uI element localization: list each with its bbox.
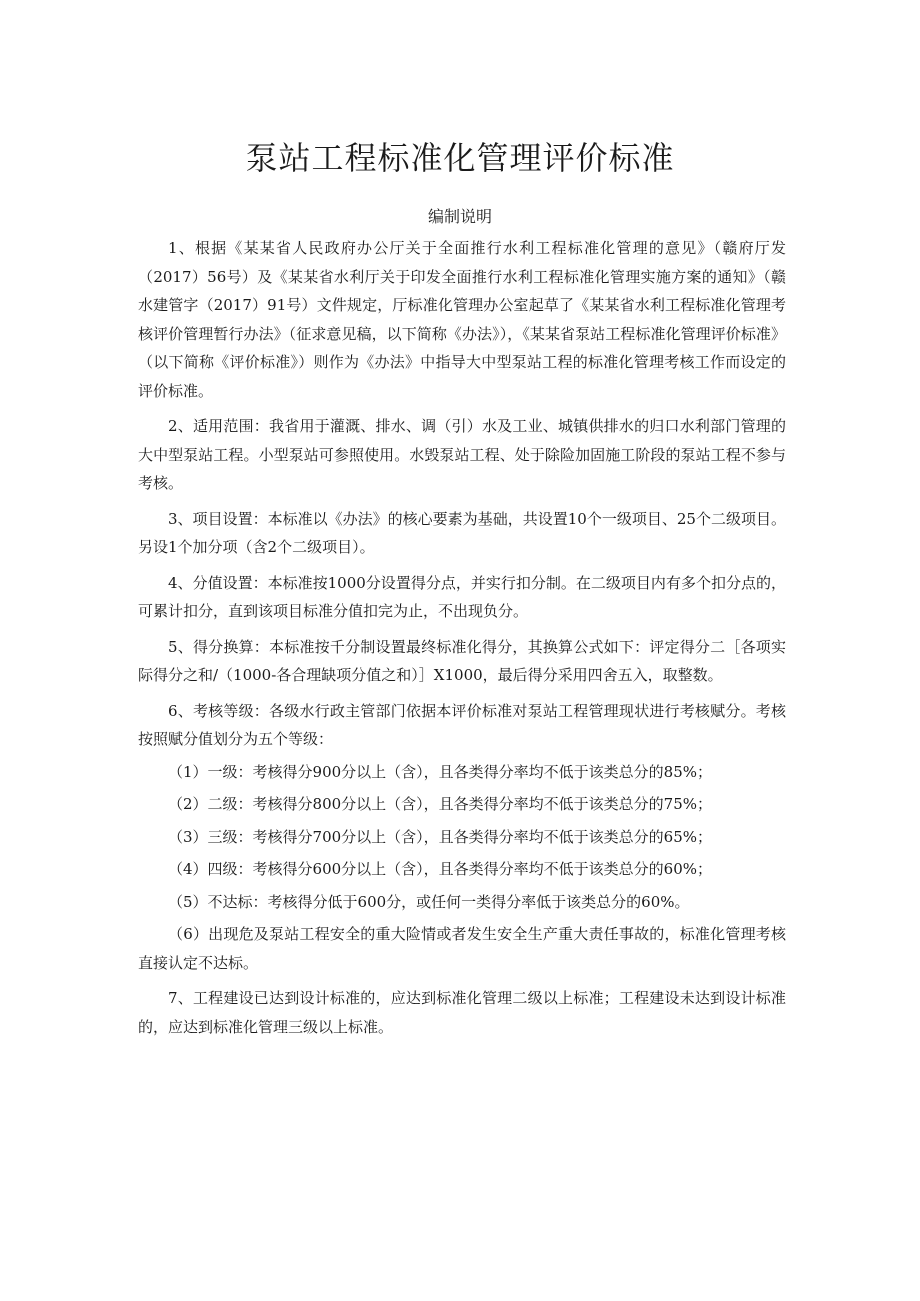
paragraph-items: 3、项目设置：本标准以《办法》的核心要素为基础，共设置10个一级项目、25个二级项目。另设1个加分项（含2个二级项目）。 <box>138 509 786 556</box>
grade-item-2: （2）二级：考核得分800分以上（含），且各类得分率均不低于该类总分的75%； <box>168 795 713 813</box>
paragraph-basis: 1、根据《某某省人民政府办公厅关于全面推行水利工程标准化管理的意见》（赣府厅发（2017）56号）及《某某省水利厅关于印发全面推行水利工程标准化管理实施方案的通知》（赣水建管字（2017）91号）文件规定，厅标准化管理办公室起草了《某某省水利工程标准化管理考核评价管理暂行办法》（征求意见稿，以下简称《办法》），《某某省泵站工程标准化管理评价标准》（以下简称《评价标准》）则作为《办法》中指导大中型泵站工程的标准化管理考核工作而设定的评价标准。 <box>138 239 786 400</box>
paragraph-grades: 6、考核等级：各级水行政主管部门依据本评价标准对泵站工程管理现状进行考核赋分。考核按照赋分值划分为五个等级： <box>138 701 786 748</box>
paragraph-conversion: 5、得分换算：本标准按千分制设置最终标准化得分，其换算公式如下：评定得分二［各项实际得分之和/（1000-各合理缺项分值之和）］X1000，最后得分采用四舍五入，取整数。 <box>138 637 786 684</box>
document-subtitle: 编制说明 <box>427 207 492 226</box>
grade-item-1: （1）一级：考核得分900分以上（含），且各类得分率均不低于该类总分的85%； <box>168 762 713 781</box>
document-title: 泵站工程标准化管理评价标准 <box>245 139 675 177</box>
paragraph-scores: 4、分值设置：本标准按1000分设置得分点，并实行扣分制。在二级项目内有多个扣分点的，可累计扣分，直到该项目标准分值扣完为止，不出现负分。 <box>138 573 786 620</box>
grade-item-6: （6）出现危及泵站工程安全的重大险情或者发生安全生产重大责任事故的，标准化管理考核直接认定不达标。 <box>138 925 786 972</box>
grade-item-4: （4）四级：考核得分600分以上（含），且各类得分率均不低于该类总分的60%； <box>168 860 713 878</box>
grade-item-5: （5）不达标：考核得分低于600分，或任何一类得分率低于该类总分的60%。 <box>168 892 690 911</box>
document-body <box>138 234 786 1041</box>
grade-item-3: （3）三级：考核得分700分以上（含），且各类得分率均不低于该类总分的65%； <box>168 827 713 846</box>
paragraph-requirement: 7、工程建设已达到设计标准的，应达到标准化管理二级以上标准；工程建设未达到设计标准的，应达到标准化管理三级以上标准。 <box>138 989 786 1036</box>
paragraph-scope: 2、适用范围：我省用于灌溉、排水、调（引）水及工业、城镇供排水的归口水利部门管理的大中型泵站工程。小型泵站可参照使用。水毁泵站工程、处于除险加固施工阶段的泵站工程不参与考核。 <box>138 417 786 492</box>
